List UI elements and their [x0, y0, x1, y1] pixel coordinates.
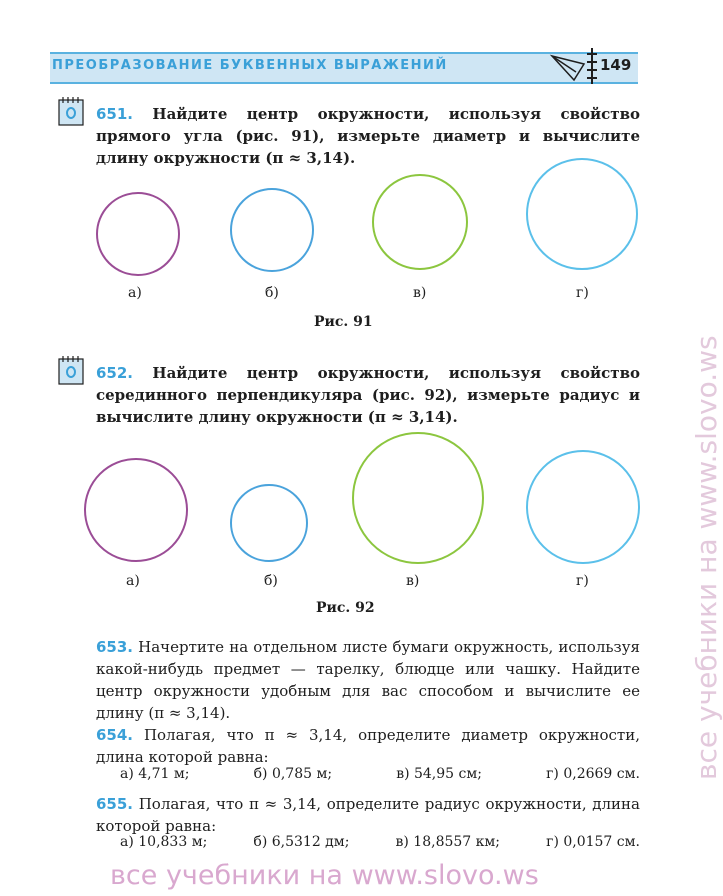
problem-652-number: 652.	[96, 364, 134, 382]
figure-92-caption: Рис. 92	[316, 600, 375, 616]
problem-655-body: Полагая, что π ≈ 3,14, определите радиус окружности, длина которой равна:	[96, 795, 640, 835]
label-92b: б)	[264, 573, 278, 589]
circle-92a	[84, 458, 188, 562]
problem-652-text	[96, 362, 640, 428]
problem-653-body: Начертите на отдельном листе бумаги окружность, используя какой-нибудь предмет — тарелку, блюдце или чашку. Найдите центр окружности удобным для вас способом и вычислите ее длину (π ≈ 3,14).	[96, 638, 640, 722]
answer-654a: а) 4,71 м;	[120, 766, 190, 782]
problem-652-body: Найдите центр окружности, используя свойство серединного перпендикуляра (рис. 92), измерьте радиус и вычислите длину окружности (π ≈ 3,14).	[96, 364, 640, 426]
pencil-triangle-icon	[550, 50, 586, 82]
problem-653-number: 653.	[96, 638, 134, 656]
answer-655a: а) 10,833 м;	[120, 834, 208, 850]
answer-654b: б) 0,785 м;	[253, 766, 333, 782]
problem-655-number: 655.	[96, 795, 134, 813]
notepad-icon	[58, 96, 84, 126]
circle-91b	[230, 188, 314, 272]
answer-655d: г) 0,0157 см.	[546, 834, 640, 850]
problem-654-body: Полагая, что π ≈ 3,14, определите диаметр окружности, длина которой равна:	[96, 726, 640, 766]
label-92a: а)	[126, 573, 140, 589]
spiral-icon	[586, 48, 598, 84]
answer-655c: в) 18,8557 км;	[395, 834, 501, 850]
problem-651-text	[96, 103, 640, 169]
answer-654d: г) 0,2669 см.	[546, 766, 640, 782]
answer-654c: в) 54,95 см;	[396, 766, 482, 782]
problem-651-number: 651.	[96, 105, 134, 123]
problem-654-text	[96, 724, 640, 768]
label-91c: в)	[413, 285, 427, 301]
notepad-icon	[58, 355, 84, 385]
problem-653-text	[96, 636, 640, 724]
problem-651-body: Найдите центр окружности, используя свойство прямого угла (рис. 91), измерьте диаметр и вычислите длину окружности (π ≈ 3,14).	[96, 105, 640, 167]
circle-92d	[526, 450, 640, 564]
figure-91-caption: Рис. 91	[314, 314, 373, 330]
page-number: 149	[600, 56, 632, 74]
circle-92b	[230, 484, 308, 562]
chapter-title: ПРЕОБРАЗОВАНИЕ БУКВЕННЫХ ВЫРАЖЕНИЙ	[52, 58, 448, 73]
circle-92c	[352, 432, 484, 564]
label-91b: б)	[265, 285, 279, 301]
answer-655b: б) 6,5312 дм;	[253, 834, 350, 850]
problem-654-answers	[120, 766, 640, 782]
label-91a: а)	[128, 285, 142, 301]
label-92d: г)	[576, 573, 589, 589]
problem-655-text	[96, 793, 640, 837]
circle-91c	[372, 174, 468, 270]
circle-91a	[96, 192, 180, 276]
watermark-vertical: все учебники на www.slovo.ws	[690, 335, 723, 780]
label-92c: в)	[406, 573, 420, 589]
problem-655-answers	[120, 834, 640, 850]
label-91d: г)	[576, 285, 589, 301]
problem-654-number: 654.	[96, 726, 134, 744]
circle-91d	[526, 158, 638, 270]
watermark-bottom: все учебники на www.slovo.ws	[110, 860, 539, 891]
